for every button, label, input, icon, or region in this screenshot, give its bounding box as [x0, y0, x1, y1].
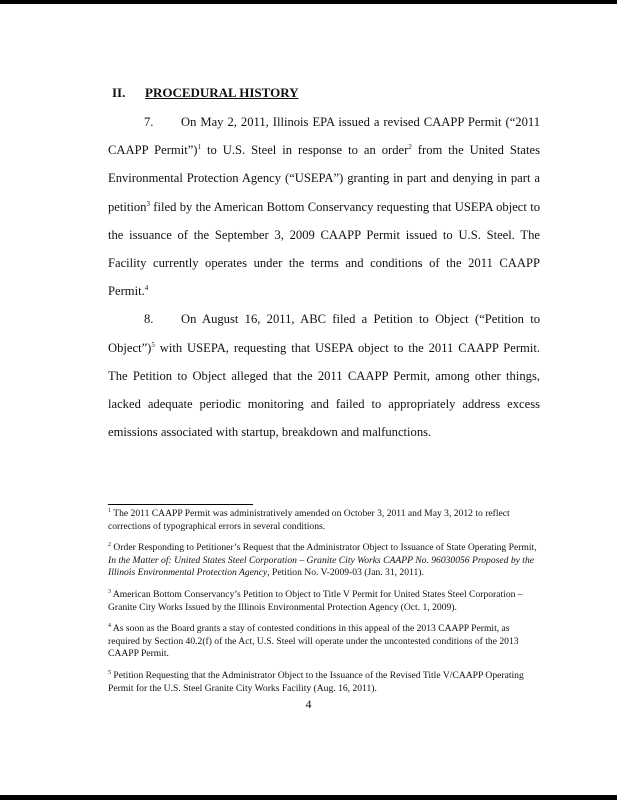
- footnote-2: [108, 542, 540, 580]
- footnote-text: , Petition No. V-2009-03 (Jan. 31, 2011).: [267, 567, 424, 579]
- paragraph-number: 8.: [144, 312, 154, 327]
- footnote-4: [108, 623, 540, 661]
- top-scan-border: [0, 0, 617, 4]
- paragraph-text: with USEPA, requesting that USEPA object to the 2011 CAAPP Permit. The Petition to Object alleged that the 2011 CAAPP Permit, among other things, lacked adequate periodic monitoring and failed to appropriately address excess emissions associated with startup, breakdown and malfunctions.: [108, 340, 540, 440]
- section-number: II.: [112, 85, 126, 100]
- footnote-3: [108, 589, 540, 614]
- paragraph-text: to U.S. Steel in response to an order: [200, 143, 409, 158]
- footnote-text: American Bottom Conservancy’s Petition to Object to Title V Permit for United States Steel Corporation – Granite City Works Issued by the Illinois Environmental Protection Agency (Oct. 1, 2009).: [108, 588, 523, 613]
- bottom-scan-border: [0, 795, 617, 800]
- footnote-ref: 3: [146, 199, 150, 208]
- footnote-marker: 5: [108, 669, 111, 676]
- footnote-separator: [108, 504, 253, 505]
- footnote-case-title: In the Matter of: United States Steel Corporation – Granite City Works CAAPP No. 96030056 Proposed by the Illinois Environmental Protection Agency: [108, 554, 534, 579]
- footnote-1: [108, 508, 540, 533]
- footnote-marker: 2: [108, 542, 111, 549]
- footnotes: [108, 508, 540, 704]
- footnote-ref: 5: [151, 340, 155, 349]
- paragraph-text: from the United States Environmental Protection Agency (“USEPA”) granting in part and denying in part a petition: [108, 143, 540, 214]
- footnote-ref: 2: [408, 143, 412, 152]
- footnote-marker: 3: [108, 588, 111, 595]
- paragraph-number: 7.: [144, 115, 154, 129]
- footnote-marker: 1: [108, 508, 111, 514]
- paragraph-8: [108, 305, 540, 446]
- paragraph-text: On August 16, 2011, ABC filed a Petition to Object (“Petition to Object”): [108, 312, 540, 355]
- section-title: PROCEDURAL HISTORY: [145, 85, 299, 100]
- footnote-5: [108, 670, 540, 695]
- section-heading: [112, 85, 299, 101]
- document-body: [108, 108, 540, 446]
- footnote-ref: 1: [197, 143, 201, 152]
- paragraph-7: [108, 108, 540, 305]
- footnote-text: Order Responding to Petitioner’s Request that the Administrator Object to Issuance of State Operating Permit,: [111, 542, 537, 554]
- paragraph-text: filed by the American Bottom Conservancy requesting that USEPA object to the issuance of the September 3, 2009 CAAPP Permit issued to U.S. Steel. The Facility currently operates under the terms and conditions of the 2011 CAAPP Permit.: [108, 199, 540, 299]
- footnote-text: As soon as the Board grants a stay of contested conditions in this appeal of the 2013 CAAPP Permit, as required by Section 40.2(f) of the Act, U.S. Steel will operate under the uncontested conditions of the 2013 CAAPP Permit.: [108, 623, 519, 660]
- paragraph-text: On May 2, 2011, Illinois EPA issued a revised CAAPP Permit (“2011 CAAPP Permit”): [108, 115, 540, 158]
- footnote-marker: 4: [108, 623, 111, 630]
- page-number: 4: [305, 697, 312, 711]
- footnote-text: The 2011 CAAPP Permit was administratively amended on October 3, 2011 and May 3, 2012 to reflect corrections of typographical errors in several conditions.: [108, 508, 510, 532]
- footnote-ref: 4: [144, 284, 149, 293]
- footnote-text: Petition Requesting that the Administrator Object to the Issuance of the Revised Title V/CAAPP Operating Permit for the U.S. Steel Granite City Works Facility (Aug. 16, 2011).: [108, 669, 524, 694]
